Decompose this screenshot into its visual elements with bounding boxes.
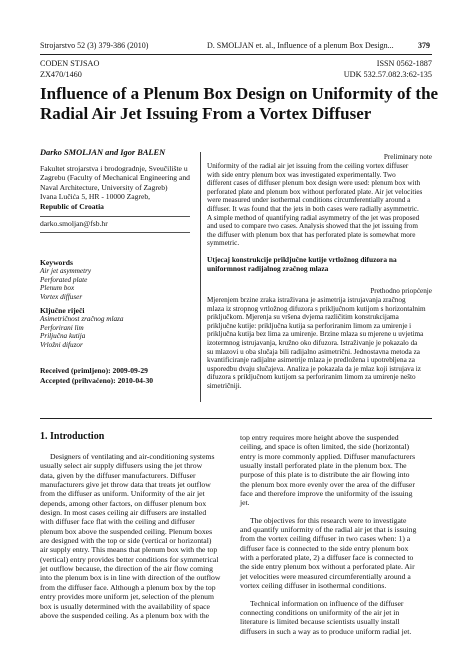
body-line: depends, among other factors, on diffuser plenum box (40, 498, 207, 508)
body-line: diffuser face is connected to the side entry plenum box (240, 543, 409, 553)
keyword-hr: Priljučna kutija (40, 332, 86, 341)
received-date: Received (primljeno): 2009-09-29 (40, 366, 148, 375)
abstract-line: different cases of diffuser plenum box design were used: plenum box with (207, 179, 421, 188)
abstract-line: su mlazovi u oba slučaja bili radijalno asimetrični. Jednostavna metoda za (207, 347, 420, 356)
abstract-line: simetričniji. (207, 381, 242, 390)
body-line: and quantify uniformity of the radial air jet that is issuing (240, 525, 417, 535)
abstract-line: kvantificiranje radijalne asimetrije mlaza je predložena i upotrebljena za (207, 356, 415, 365)
body-line: data, given by the diffuser manufacturers. Diffuser (40, 470, 196, 480)
croatian-abstract (207, 296, 432, 391)
keyword: Perforated plate (40, 275, 88, 284)
body-line: plenum box above the suspended ceiling. Plenum boxes (40, 526, 213, 536)
abstract-line: perforated plate and plenum box without perforated plate. Air jet velocities (207, 187, 423, 196)
body-line: entry is more commonly applied. Diffuser manufacturers (240, 451, 416, 461)
abstract-line: were measured under isothermal conditions circumferentially around a (207, 196, 411, 205)
body-line: jet outflow because, the direction of the air flow coming (40, 564, 213, 574)
body-line: usually install perforated plate in the plenum box. The (240, 461, 407, 471)
body-line: into the plenum box is in line with direction of the outflow (40, 573, 221, 583)
abstract-line: mlaza iz stropnog vrtložnog difuzora s priključnom kutijom s horizontalnim (207, 304, 426, 313)
right-column-text (240, 433, 432, 636)
udk: UDK 532.57.082.3:62-135 (343, 70, 432, 79)
keyword-hr: Perforirani lim (40, 323, 84, 332)
body-line: jet velocities were measured circumferentially around a (240, 571, 411, 581)
body-line: design. In most cases ceiling air diffusers are installed (40, 508, 207, 518)
abstract-line: Uniformity of the radial air jet issuing from the ceiling vortex diffuser (207, 162, 409, 170)
preliminary-note-label: Preliminary note (383, 153, 432, 161)
body-line: diffusers in such a way as to produce uniform radial jet. (240, 626, 412, 636)
abstract-line: priključna kutija bez lima za umirenje. Brzine mlaza su mjerene u uvjetima (207, 330, 424, 339)
body-line: usually select air supply diffusers using the jet throw (40, 461, 203, 471)
body-line: purpose of this plate is to distribute the air flowing into (240, 470, 410, 480)
body-line: with a perforated plate, 2) a diffuser face is connected to (240, 553, 414, 563)
section-heading: 1. Introduction (40, 431, 105, 442)
kljucne-heading: Ključne riječi (40, 306, 85, 315)
prethodno-label: Prethodno priopćenje (370, 287, 432, 295)
article-title (40, 84, 440, 124)
body-line: with diffuser face flat with the ceiling and diffuser (40, 517, 195, 527)
body-line: jet. (240, 498, 250, 508)
abstract-line: Mjerenjem brzine zraka istraživana je asimetrija istrujavanja zračnog (207, 296, 406, 304)
body-line: from the diffuser as uniform. Uniformity of the air jet (40, 489, 205, 499)
body-line: (vertical) entry provides better conditions for symmetrical (40, 554, 219, 564)
affiliation (40, 164, 190, 211)
body-line: face and therefore improve the uniformity of the issuing (240, 489, 413, 499)
keyword: Vortex diffuser (40, 292, 83, 301)
body-line: top entry requires more height above the suspended (240, 433, 399, 442)
croatian-title-line: uniformnost radijalnog zračnog mlaza (207, 263, 329, 273)
authors: Darko SMOLJAN and Igor BALEN (40, 148, 166, 157)
abstract-line: usporedbu dvaju slučajeva. Analiza je pokazala da je mlaz koji istrujava iz (207, 364, 421, 373)
body-line: entry provides more uniform jet, selection of the plenum (40, 592, 214, 602)
keyword: Air jet asymmetry (40, 267, 92, 275)
body-line: The objectives for this research were to investigate (250, 515, 407, 525)
body-line: Designers of ventilating and air-conditioning systems (50, 452, 215, 461)
keyword-hr: Vrložni difuzor (40, 340, 83, 349)
body-line: connecting conditions on uniformity of the air jet in (240, 607, 400, 617)
affiliation-line: Ivana Lučića 5, HR - 10000 Zagreb, (40, 192, 151, 202)
accepted-date: Accepted (prihvaćeno): 2010-04-30 (40, 375, 154, 385)
abstract-line: with side entry plenum box was investigated experimentally. Two (207, 170, 396, 179)
title-line: Radial Air Jet Issuing From a Vortex Diffuser (40, 104, 372, 123)
body-line: the side entry plenum box without a perforated plate. Air (240, 562, 415, 572)
abstract-line: difuzora s priključnom kutijom sa perforiranim limom za umirenje nešto (207, 373, 416, 382)
separator (40, 216, 190, 217)
body-line: air supply entry. This means that plenum box with the top (40, 545, 218, 555)
issn: ISSN 0562-1887 (376, 59, 432, 68)
dates (40, 366, 153, 385)
affiliation-line: Zagrebu (Faculty of Mechanical Engineering and (40, 173, 190, 183)
croatian-title (207, 256, 432, 274)
body-line: ceiling, and space is often limited, the side (horizontal) (240, 442, 410, 452)
abstract-line: diffuser. It was found that the jets in both cases were radially asymmetric. (207, 204, 419, 213)
header-rule (40, 54, 432, 55)
running-title: D. SMOLJAN et. al., Influence of a plenum Box Design... (207, 41, 394, 50)
body-line: literature is limited because scientists usually install (240, 617, 400, 627)
abstract-line: and used to compare two cases. Analysis showed that the jet issuing from (207, 222, 418, 231)
body-line: vortex ceiling diffuser in isothermal conditions. (240, 581, 387, 591)
body-line: the plenum box more evenly over the area of the diffuser (240, 479, 415, 489)
zx-code: ZX470/1460 (40, 70, 82, 79)
body-line: are designed with the top or side (vertical or horizontal) (40, 536, 212, 546)
keywords-block (40, 258, 91, 301)
journal-citation: Strojarstvo 52 (3) 379-386 (2010) (40, 41, 149, 50)
body-line: from the vortex ceiling diffuser in two cases when: 1) a (240, 534, 411, 544)
croatian-title-line: Utjecaj konstrukcije priključne kutije vrtložnog difuzora na (207, 255, 397, 264)
keyword: Plenum box (40, 284, 75, 293)
email: darko.smoljan@fsb.hr (40, 219, 108, 228)
page-number: 379 (418, 41, 430, 50)
affiliation-line: Republic of Croatia (40, 201, 104, 211)
affiliation-line: Fakultet strojarstva i brodogradnje, Sveučilište u (40, 164, 188, 173)
coden: CODEN STJSAO (40, 59, 100, 68)
abstract-line: A simple method of quantifying radial asymmetry of the jet was proposed (207, 213, 420, 222)
body-line: above the suspended ceiling. As a plenum box with the (40, 610, 210, 620)
kljucne-block (40, 306, 123, 349)
body-line: box is usually determined with the availability of space (40, 601, 210, 611)
left-column-text (40, 452, 232, 620)
body-line: from the diffuser face. Although a plenum box by the top (40, 582, 216, 592)
abstract-line: priključkom. Mjerenja su vršena dvjema različitim konstrukcijama (207, 313, 399, 322)
keywords-heading: Keywords (40, 258, 73, 267)
title-line: Influence of a Plenum Box Design on Uniformity of the (40, 84, 439, 103)
abstract-line: symmetric. (207, 239, 240, 248)
keyword-hr: Asimetričnost zračnog mlaza (40, 315, 124, 323)
body-line: Technical information on influence of the diffuser (250, 598, 404, 608)
abstract-line: the diffuser with plenum box that has perforated plate is somewhat more (207, 230, 416, 239)
abstract-line: priključne kutije: priključna kutija sa perforiranim limom za umirenje i (207, 321, 412, 330)
column-divider (200, 152, 201, 402)
affiliation-line: Naval Architecture, University of Zagreb) (40, 182, 168, 192)
body-line: manufacturers give jet throw data that treats jet outflow (40, 480, 211, 490)
separator (40, 232, 190, 233)
body-rule (40, 418, 432, 419)
abstract (207, 162, 432, 248)
abstract-line: izotermnog istrujavanja, kružno oko difuzora. Istraživanje je pokazalo da (207, 338, 418, 347)
